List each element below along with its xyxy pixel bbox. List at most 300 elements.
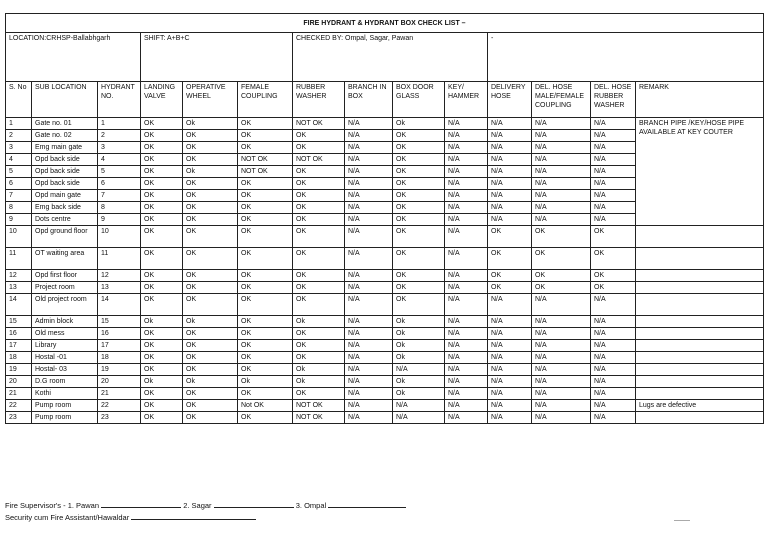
- table-cell: OK: [238, 316, 293, 328]
- table-cell: N/A: [488, 178, 532, 190]
- table-cell: OK: [238, 178, 293, 190]
- signature-blank-3: [328, 500, 406, 508]
- table-cell: 20: [98, 376, 141, 388]
- column-header: BRANCH IN BOX: [345, 82, 393, 118]
- table-cell: OK: [393, 270, 445, 282]
- table-cell: 10: [6, 226, 32, 248]
- table-cell: OK: [591, 248, 636, 270]
- signature-footer: [5, 500, 406, 524]
- remark-cell: [636, 388, 764, 400]
- checked-by-field: CHECKED BY: Ompal, Sagar, Pawan: [293, 33, 488, 82]
- table-cell: 17: [6, 340, 32, 352]
- table-cell: N/A: [345, 376, 393, 388]
- table-cell: N/A: [488, 328, 532, 340]
- table-row: [6, 364, 764, 376]
- table-cell: N/A: [591, 388, 636, 400]
- table-cell: OK: [141, 294, 183, 316]
- table-row: [6, 118, 764, 130]
- table-cell: OK: [293, 352, 345, 364]
- table-cell: N/A: [532, 190, 591, 202]
- table-cell: N/A: [591, 154, 636, 166]
- table-cell: OK: [183, 142, 238, 154]
- table-cell: N/A: [345, 142, 393, 154]
- table-cell: 6: [98, 178, 141, 190]
- table-cell: N/A: [488, 142, 532, 154]
- table-cell: N/A: [591, 412, 636, 424]
- table-cell: N/A: [488, 214, 532, 226]
- remark-cell: [636, 328, 764, 340]
- table-cell: OK: [293, 142, 345, 154]
- table-cell: N/A: [445, 130, 488, 142]
- column-header: HYDRANT NO.: [98, 82, 141, 118]
- table-cell: N/A: [591, 294, 636, 316]
- table-cell: OK: [183, 340, 238, 352]
- table-cell: OK: [238, 270, 293, 282]
- table-cell: OK: [488, 282, 532, 294]
- table-cell: N/A: [488, 376, 532, 388]
- table-cell: N/A: [532, 130, 591, 142]
- table-row: [6, 352, 764, 364]
- table-cell: N/A: [445, 154, 488, 166]
- table-cell: N/A: [591, 130, 636, 142]
- table-cell: N/A: [591, 178, 636, 190]
- table-cell: N/A: [345, 178, 393, 190]
- table-cell: N/A: [488, 388, 532, 400]
- table-cell: Opd back side: [32, 178, 98, 190]
- table-cell: 14: [6, 294, 32, 316]
- table-cell: OK: [393, 202, 445, 214]
- table-cell: 9: [98, 214, 141, 226]
- table-cell: 13: [6, 282, 32, 294]
- table-cell: Project room: [32, 282, 98, 294]
- table-cell: OK: [293, 248, 345, 270]
- table-cell: 4: [6, 154, 32, 166]
- table-cell: OK: [141, 130, 183, 142]
- table-cell: OK: [183, 328, 238, 340]
- remark-cell: [636, 226, 764, 248]
- table-cell: Opd ground floor: [32, 226, 98, 248]
- table-row: [6, 282, 764, 294]
- table-cell: 11: [98, 248, 141, 270]
- table-row: [6, 388, 764, 400]
- table-cell: N/A: [488, 166, 532, 178]
- table-cell: OK: [293, 282, 345, 294]
- table-cell: 1: [98, 118, 141, 130]
- table-cell: OK: [183, 282, 238, 294]
- table-cell: N/A: [532, 166, 591, 178]
- table-cell: OK: [393, 154, 445, 166]
- table-cell: Opd first floor: [32, 270, 98, 282]
- table-cell: OK: [183, 178, 238, 190]
- table-cell: N/A: [591, 340, 636, 352]
- table-cell: OK: [293, 202, 345, 214]
- table-cell: N/A: [488, 364, 532, 376]
- table-cell: 20: [6, 376, 32, 388]
- table-cell: OK: [293, 294, 345, 316]
- table-cell: N/A: [591, 190, 636, 202]
- signature-blank-4: [131, 512, 256, 520]
- table-cell: 9: [6, 214, 32, 226]
- table-cell: D.G room: [32, 376, 98, 388]
- table-cell: Ok: [183, 118, 238, 130]
- table-cell: OK: [183, 412, 238, 424]
- column-header: REMARK: [636, 82, 764, 118]
- table-cell: N/A: [532, 142, 591, 154]
- table-cell: Ok: [238, 376, 293, 388]
- table-row: [6, 400, 764, 412]
- table-cell: 23: [6, 412, 32, 424]
- table-cell: N/A: [345, 202, 393, 214]
- table-cell: N/A: [345, 352, 393, 364]
- table-cell: N/A: [445, 270, 488, 282]
- table-cell: N/A: [532, 118, 591, 130]
- table-cell: OK: [141, 388, 183, 400]
- table-cell: N/A: [488, 400, 532, 412]
- table-cell: Admin block: [32, 316, 98, 328]
- table-cell: N/A: [532, 294, 591, 316]
- supervisors-line: [5, 500, 406, 512]
- table-cell: N/A: [345, 190, 393, 202]
- table-cell: NOT OK: [293, 400, 345, 412]
- table-cell: Ok: [141, 376, 183, 388]
- table-cell: OK: [488, 270, 532, 282]
- table-cell: N/A: [345, 226, 393, 248]
- table-cell: OK: [141, 166, 183, 178]
- table-cell: N/A: [345, 154, 393, 166]
- supervisors-label: Fire Supervisor's -: [5, 501, 66, 510]
- table-cell: N/A: [445, 226, 488, 248]
- table-row: [6, 226, 764, 248]
- table-cell: N/A: [345, 340, 393, 352]
- table-cell: 12: [6, 270, 32, 282]
- table-cell: N/A: [445, 400, 488, 412]
- table-cell: OK: [141, 282, 183, 294]
- table-cell: 10: [98, 226, 141, 248]
- assistant-label: Security cum Fire Assistant/Hawaldar: [5, 513, 130, 522]
- table-cell: OK: [293, 328, 345, 340]
- table-cell: Ok: [393, 376, 445, 388]
- table-cell: Opd back side: [32, 166, 98, 178]
- table-cell: OK: [238, 226, 293, 248]
- table-cell: N/A: [345, 412, 393, 424]
- table-cell: OK: [141, 412, 183, 424]
- table-cell: OK: [141, 364, 183, 376]
- table-cell: OK: [141, 400, 183, 412]
- table-cell: 2: [6, 130, 32, 142]
- table-cell: N/A: [445, 166, 488, 178]
- table-cell: 1: [6, 118, 32, 130]
- table-cell: OK: [238, 294, 293, 316]
- table-cell: OK: [293, 166, 345, 178]
- table-cell: Hostal -01: [32, 352, 98, 364]
- table-cell: N/A: [488, 340, 532, 352]
- table-cell: 22: [98, 400, 141, 412]
- remark-cell: [636, 352, 764, 364]
- table-cell: 14: [98, 294, 141, 316]
- table-cell: 16: [6, 328, 32, 340]
- table-cell: OK: [393, 130, 445, 142]
- table-cell: OK: [141, 202, 183, 214]
- table-cell: N/A: [393, 400, 445, 412]
- table-cell: OK: [141, 270, 183, 282]
- table-cell: OK: [141, 190, 183, 202]
- table-cell: OK: [393, 142, 445, 154]
- table-cell: OK: [183, 400, 238, 412]
- table-cell: OK: [393, 166, 445, 178]
- table-cell: N/A: [591, 400, 636, 412]
- table-cell: N/A: [532, 400, 591, 412]
- column-header: DEL. HOSE MALE/FEMALE COUPLING: [532, 82, 591, 118]
- table-cell: OK: [183, 130, 238, 142]
- table-cell: OK: [293, 340, 345, 352]
- table-cell: N/A: [591, 142, 636, 154]
- table-cell: N/A: [532, 364, 591, 376]
- table-cell: 8: [98, 202, 141, 214]
- remark-cell: [636, 316, 764, 328]
- table-cell: Ok: [293, 376, 345, 388]
- table-cell: 17: [98, 340, 141, 352]
- table-cell: N/A: [393, 364, 445, 376]
- table-cell: 3: [6, 142, 32, 154]
- table-cell: N/A: [591, 202, 636, 214]
- table-cell: N/A: [445, 282, 488, 294]
- table-cell: 19: [98, 364, 141, 376]
- table-cell: OK: [183, 270, 238, 282]
- table-cell: N/A: [488, 130, 532, 142]
- table-cell: N/A: [532, 316, 591, 328]
- supervisor-2: 2. Sagar: [183, 501, 212, 510]
- table-cell: OT waiting area: [32, 248, 98, 270]
- remark-cell: [636, 294, 764, 316]
- table-cell: OK: [238, 328, 293, 340]
- remark-cell: [636, 248, 764, 270]
- table-cell: 5: [6, 166, 32, 178]
- table-cell: 21: [98, 388, 141, 400]
- table-cell: N/A: [532, 214, 591, 226]
- table-cell: N/A: [345, 364, 393, 376]
- table-cell: N/A: [445, 352, 488, 364]
- table-cell: Dots centre: [32, 214, 98, 226]
- remark-cell: [636, 340, 764, 352]
- table-cell: N/A: [345, 270, 393, 282]
- table-cell: N/A: [445, 376, 488, 388]
- table-cell: N/A: [445, 214, 488, 226]
- location-field: LOCATION:CRHSP-Ballabhgarh: [6, 33, 141, 82]
- table-cell: N/A: [591, 118, 636, 130]
- table-header-row: [6, 82, 764, 118]
- column-header: S. No: [6, 82, 32, 118]
- table-cell: OK: [393, 282, 445, 294]
- table-cell: N/A: [445, 316, 488, 328]
- table-cell: OK: [183, 294, 238, 316]
- table-cell: 22: [6, 400, 32, 412]
- table-cell: 7: [6, 190, 32, 202]
- table-cell: Ok: [393, 316, 445, 328]
- table-cell: OK: [238, 388, 293, 400]
- table-cell: Opd main gate: [32, 190, 98, 202]
- table-cell: N/A: [532, 352, 591, 364]
- table-cell: N/A: [591, 328, 636, 340]
- table-cell: Ok: [183, 166, 238, 178]
- table-cell: Ok: [293, 364, 345, 376]
- table-cell: 12: [98, 270, 141, 282]
- table-cell: OK: [238, 118, 293, 130]
- table-cell: Pump room: [32, 400, 98, 412]
- table-row: [6, 294, 764, 316]
- table-cell: Gate no. 02: [32, 130, 98, 142]
- remark-cell: [636, 412, 764, 424]
- table-cell: N/A: [445, 364, 488, 376]
- remark-cell: [636, 376, 764, 388]
- table-cell: OK: [238, 352, 293, 364]
- table-cell: N/A: [345, 166, 393, 178]
- info-extra-field: -: [488, 33, 764, 82]
- remark-cell: Lugs are defective: [636, 400, 764, 412]
- table-cell: N/A: [345, 388, 393, 400]
- column-header: OPERATIVE WHEEL: [183, 82, 238, 118]
- table-cell: 19: [6, 364, 32, 376]
- remark-cell: [636, 282, 764, 294]
- assistant-line: [5, 512, 406, 524]
- table-cell: Ok: [393, 388, 445, 400]
- table-row: [6, 316, 764, 328]
- page-mark: [674, 520, 690, 521]
- table-cell: N/A: [488, 118, 532, 130]
- table-cell: 23: [98, 412, 141, 424]
- table-cell: OK: [293, 214, 345, 226]
- table-cell: 13: [98, 282, 141, 294]
- table-cell: Kothi: [32, 388, 98, 400]
- table-cell: Not OK: [238, 400, 293, 412]
- table-row: [6, 412, 764, 424]
- table-cell: OK: [393, 190, 445, 202]
- table-cell: 11: [6, 248, 32, 270]
- table-cell: N/A: [488, 316, 532, 328]
- remark-cell: [636, 270, 764, 282]
- column-header: SUB LOCATION: [32, 82, 98, 118]
- table-cell: Ok: [393, 340, 445, 352]
- column-header: RUBBER WASHER: [293, 82, 345, 118]
- table-cell: Library: [32, 340, 98, 352]
- table-cell: OK: [488, 226, 532, 248]
- table-cell: NOT OK: [293, 154, 345, 166]
- table-cell: N/A: [445, 142, 488, 154]
- table-cell: N/A: [532, 202, 591, 214]
- column-header: LANDING VALVE: [141, 82, 183, 118]
- table-cell: OK: [183, 352, 238, 364]
- table-cell: OK: [141, 248, 183, 270]
- table-cell: OK: [591, 226, 636, 248]
- table-row: [6, 248, 764, 270]
- table-cell: OK: [238, 412, 293, 424]
- table-cell: OK: [238, 142, 293, 154]
- table-cell: N/A: [393, 412, 445, 424]
- table-cell: OK: [293, 130, 345, 142]
- column-header: BOX DOOR GLASS: [393, 82, 445, 118]
- table-cell: Old project room: [32, 294, 98, 316]
- table-cell: N/A: [532, 154, 591, 166]
- table-cell: Ok: [393, 118, 445, 130]
- table-cell: N/A: [591, 364, 636, 376]
- table-cell: OK: [238, 202, 293, 214]
- table-cell: OK: [141, 142, 183, 154]
- column-header: DEL. HOSE RUBBER WASHER: [591, 82, 636, 118]
- table-cell: N/A: [591, 214, 636, 226]
- table-cell: N/A: [488, 202, 532, 214]
- table-cell: OK: [141, 340, 183, 352]
- table-cell: OK: [183, 248, 238, 270]
- table-cell: OK: [532, 226, 591, 248]
- table-cell: OK: [183, 154, 238, 166]
- table-cell: N/A: [345, 316, 393, 328]
- table-cell: Ok: [183, 316, 238, 328]
- table-cell: N/A: [445, 178, 488, 190]
- table-cell: N/A: [488, 412, 532, 424]
- table-cell: 7: [98, 190, 141, 202]
- table-cell: N/A: [345, 400, 393, 412]
- table-cell: OK: [141, 328, 183, 340]
- checklist-sheet: [5, 13, 763, 424]
- table-cell: N/A: [591, 376, 636, 388]
- table-cell: OK: [141, 178, 183, 190]
- table-cell: OK: [183, 190, 238, 202]
- table-cell: OK: [393, 178, 445, 190]
- table-cell: OK: [393, 226, 445, 248]
- table-cell: N/A: [345, 294, 393, 316]
- table-row: [6, 270, 764, 282]
- table-cell: N/A: [445, 248, 488, 270]
- table-cell: N/A: [488, 190, 532, 202]
- table-cell: OK: [532, 282, 591, 294]
- table-cell: OK: [141, 226, 183, 248]
- table-cell: N/A: [345, 118, 393, 130]
- table-cell: N/A: [532, 388, 591, 400]
- table-cell: 21: [6, 388, 32, 400]
- remark-cell: BRANCH PIPE /KEY/HOSE PIPE AVAILABLE AT KEY COUTER: [636, 118, 764, 226]
- supervisor-1: 1. Pawan: [67, 501, 99, 510]
- table-cell: NOT OK: [238, 154, 293, 166]
- table-cell: OK: [293, 388, 345, 400]
- table-cell: Ok: [293, 316, 345, 328]
- table-cell: OK: [238, 190, 293, 202]
- table-cell: OK: [183, 202, 238, 214]
- table-cell: OK: [183, 388, 238, 400]
- table-cell: Old mess: [32, 328, 98, 340]
- table-cell: OK: [238, 282, 293, 294]
- table-cell: 5: [98, 166, 141, 178]
- table-row: [6, 328, 764, 340]
- table-cell: N/A: [345, 282, 393, 294]
- table-cell: N/A: [445, 190, 488, 202]
- table-cell: OK: [141, 214, 183, 226]
- table-cell: NOT OK: [293, 118, 345, 130]
- table-cell: OK: [141, 118, 183, 130]
- table-cell: NOT OK: [293, 412, 345, 424]
- signature-blank-2: [214, 500, 294, 508]
- table-cell: NOT OK: [238, 166, 293, 178]
- table-cell: OK: [141, 352, 183, 364]
- table-cell: OK: [393, 248, 445, 270]
- table-cell: OK: [238, 130, 293, 142]
- table-cell: N/A: [532, 340, 591, 352]
- table-cell: OK: [591, 270, 636, 282]
- table-cell: OK: [183, 214, 238, 226]
- table-cell: N/A: [532, 412, 591, 424]
- table-row: [6, 376, 764, 388]
- table-row: [6, 340, 764, 352]
- table-cell: OK: [293, 226, 345, 248]
- checklist-table: [5, 13, 764, 424]
